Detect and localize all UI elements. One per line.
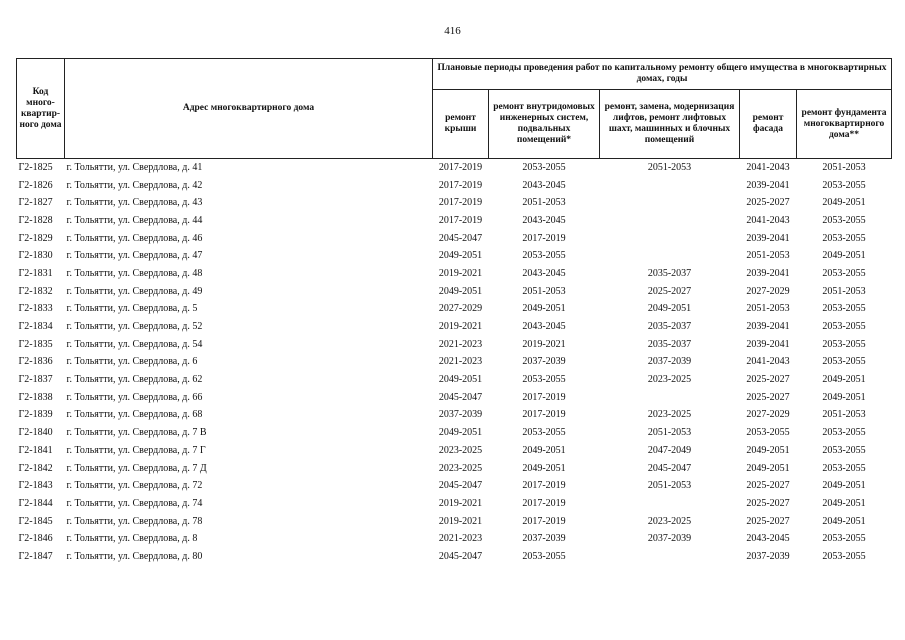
header-foundation: ремонт фундамента многоквартирного дома** [797, 90, 892, 159]
cell-code: Г2-1825 [18, 161, 53, 173]
cell-foundation: 2053-2055 [822, 267, 866, 279]
cell-elevators [600, 548, 740, 566]
cell-roof: 2049-2051 [438, 285, 483, 297]
cell-code: Г2-1830 [18, 250, 53, 262]
cell-facade: 2025-2027 [746, 391, 790, 403]
cell-address: г. Тольятти, ул. Свердлова, д. 47 [66, 250, 203, 262]
cell-foundation: 2053-2055 [822, 533, 866, 545]
table-row [17, 336, 892, 354]
cell-address: г. Тольятти, ул. Свердлова, д. 48 [66, 267, 203, 279]
header-engineering: ремонт внутридомовых инженерных систем, подвальных помещений* [489, 90, 600, 159]
cell-engineering: 2043-2045 [522, 321, 566, 333]
cell-code: Г2-1829 [18, 232, 53, 244]
cell-foundation: 2051-2053 [822, 161, 866, 173]
cell-facade: 2027-2029 [746, 285, 790, 297]
cell-code: Г2-1836 [18, 356, 53, 368]
cell-engineering: 2017-2019 [522, 480, 566, 492]
cell-roof: 2045-2047 [438, 480, 483, 492]
cell-elevators [600, 177, 740, 195]
cell-facade: 2039-2041 [746, 338, 790, 350]
cell-address: г. Тольятти, ул. Свердлова, д. 62 [66, 374, 203, 386]
cell-foundation: 2053-2055 [822, 303, 866, 315]
cell-engineering: 2043-2045 [522, 267, 566, 279]
cell-engineering: 2017-2019 [522, 391, 566, 403]
cell-foundation: 2049-2051 [822, 480, 866, 492]
cell-code: Г2-1837 [18, 374, 53, 386]
cell-elevators: 2047-2049 [647, 444, 692, 456]
cell-address: г. Тольятти, ул. Свердлова, д. 42 [66, 179, 203, 191]
header-facade: ремонт фасада [740, 90, 797, 159]
cell-facade: 2051-2053 [746, 250, 790, 262]
cell-elevators: 2051-2053 [647, 161, 692, 173]
cell-facade: 2039-2041 [746, 267, 790, 279]
header-code: Код много-квартир-ного дома [17, 59, 65, 159]
cell-elevators [600, 389, 740, 407]
cell-elevators: 2051-2053 [647, 427, 692, 439]
table-row [17, 283, 892, 301]
cell-facade: 2025-2027 [746, 197, 790, 209]
cell-foundation: 2053-2055 [822, 321, 866, 333]
cell-elevators [600, 194, 740, 212]
cell-elevators [600, 495, 740, 513]
cell-elevators: 2025-2027 [647, 285, 692, 297]
cell-foundation: 2053-2055 [822, 462, 866, 474]
cell-foundation: 2053-2055 [822, 427, 866, 439]
page-number: 416 [444, 25, 461, 37]
cell-roof: 2023-2025 [438, 444, 483, 456]
cell-engineering: 2037-2039 [522, 533, 566, 545]
cell-address: г. Тольятти, ул. Свердлова, д. 54 [66, 338, 203, 350]
table-row [17, 389, 892, 407]
table-row [17, 530, 892, 548]
cell-engineering: 2053-2055 [522, 374, 566, 386]
cell-engineering: 2053-2055 [522, 161, 566, 173]
cell-roof: 2049-2051 [438, 250, 483, 262]
cell-code: Г2-1839 [18, 409, 53, 421]
table-row [17, 442, 892, 460]
table-row [17, 513, 892, 531]
cell-elevators: 2035-2037 [647, 338, 692, 350]
cell-elevators: 2037-2039 [647, 356, 692, 368]
cell-elevators [600, 230, 740, 248]
cell-code: Г2-1826 [18, 179, 53, 191]
cell-elevators [600, 247, 740, 265]
cell-elevators: 2035-2037 [647, 267, 692, 279]
cell-engineering: 2017-2019 [522, 409, 566, 421]
cell-address: г. Тольятти, ул. Свердлова, д. 6 [66, 356, 198, 368]
cell-facade: 2041-2043 [746, 214, 790, 226]
cell-code: Г2-1838 [18, 391, 53, 403]
table-body [17, 159, 892, 566]
table-row [17, 301, 892, 319]
cell-code: Г2-1847 [18, 550, 53, 562]
cell-elevators: 2023-2025 [647, 374, 692, 386]
table-row [17, 477, 892, 495]
cell-facade: 2039-2041 [746, 179, 790, 191]
cell-engineering: 2051-2053 [522, 197, 566, 209]
cell-foundation: 2053-2055 [822, 356, 866, 368]
table-row [17, 265, 892, 283]
cell-elevators [600, 212, 740, 230]
cell-facade: 2041-2043 [746, 356, 790, 368]
cell-engineering: 2037-2039 [522, 356, 566, 368]
table-row [17, 230, 892, 248]
table-row [17, 407, 892, 425]
table-row [17, 318, 892, 336]
cell-code: Г2-1840 [18, 427, 53, 439]
cell-address: г. Тольятти, ул. Свердлова, д. 5 [66, 303, 198, 315]
cell-engineering: 2049-2051 [522, 462, 566, 474]
cell-foundation: 2051-2053 [822, 285, 866, 297]
repair-schedule-table [16, 58, 892, 566]
cell-code: Г2-1844 [18, 497, 53, 509]
cell-roof: 2019-2021 [438, 515, 483, 527]
cell-roof: 2027-2029 [438, 303, 483, 315]
cell-engineering: 2049-2051 [522, 303, 566, 315]
cell-roof: 2045-2047 [438, 391, 483, 403]
cell-roof: 2045-2047 [438, 232, 483, 244]
cell-facade: 2025-2027 [746, 497, 790, 509]
cell-foundation: 2053-2055 [822, 179, 866, 191]
cell-roof: 2017-2019 [438, 197, 483, 209]
header-row-1 [17, 59, 892, 90]
cell-address: г. Тольятти, ул. Свердлова, д. 52 [66, 321, 203, 333]
cell-code: Г2-1835 [18, 338, 53, 350]
cell-foundation: 2053-2055 [822, 550, 866, 562]
cell-engineering: 2043-2045 [522, 214, 566, 226]
cell-address: г. Тольятти, ул. Свердлова, д. 46 [66, 232, 203, 244]
table-row [17, 247, 892, 265]
cell-foundation: 2051-2053 [822, 409, 866, 421]
cell-address: г. Тольятти, ул. Свердлова, д. 44 [66, 214, 203, 226]
cell-facade: 2053-2055 [746, 427, 790, 439]
table-row [17, 371, 892, 389]
cell-facade: 2049-2051 [746, 444, 790, 456]
cell-engineering: 2049-2051 [522, 444, 566, 456]
cell-code: Г2-1841 [18, 444, 53, 456]
cell-foundation: 2049-2051 [822, 391, 866, 403]
cell-address: г. Тольятти, ул. Свердлова, д. 72 [66, 480, 203, 492]
cell-engineering: 2053-2055 [522, 427, 566, 439]
cell-roof: 2021-2023 [438, 533, 483, 545]
cell-code: Г2-1843 [18, 480, 53, 492]
cell-engineering: 2051-2053 [522, 285, 566, 297]
table-row [17, 495, 892, 513]
cell-elevators: 2049-2051 [647, 303, 692, 315]
cell-elevators: 2035-2037 [647, 321, 692, 333]
cell-facade: 2025-2027 [746, 480, 790, 492]
cell-code: Г2-1831 [18, 267, 53, 279]
cell-engineering: 2017-2019 [522, 232, 566, 244]
cell-code: Г2-1828 [18, 214, 53, 226]
cell-address: г. Тольятти, ул. Свердлова, д. 66 [66, 391, 203, 403]
table-row [17, 460, 892, 478]
cell-foundation: 2049-2051 [822, 197, 866, 209]
table-row [17, 354, 892, 372]
cell-facade: 2039-2041 [746, 321, 790, 333]
cell-roof: 2017-2019 [438, 161, 483, 173]
cell-facade: 2049-2051 [746, 462, 790, 474]
cell-elevators: 2045-2047 [647, 462, 692, 474]
cell-engineering: 2053-2055 [522, 250, 566, 262]
cell-foundation: 2053-2055 [822, 232, 866, 244]
cell-facade: 2027-2029 [746, 409, 790, 421]
cell-roof: 2049-2051 [438, 374, 483, 386]
cell-facade: 2037-2039 [746, 550, 790, 562]
cell-address: г. Тольятти, ул. Свердлова, д. 78 [66, 515, 203, 527]
cell-code: Г2-1833 [18, 303, 53, 315]
cell-facade: 2039-2041 [746, 232, 790, 244]
cell-address: г. Тольятти, ул. Свердлова, д. 43 [66, 197, 203, 209]
cell-address: г. Тольятти, ул. Свердлова, д. 7 Г [66, 444, 206, 456]
cell-address: г. Тольятти, ул. Свердлова, д. 8 [66, 533, 198, 545]
cell-engineering: 2017-2019 [522, 515, 566, 527]
cell-engineering: 2043-2045 [522, 179, 566, 191]
cell-foundation: 2053-2055 [822, 214, 866, 226]
cell-facade: 2025-2027 [746, 515, 790, 527]
table-row [17, 424, 892, 442]
cell-code: Г2-1846 [18, 533, 53, 545]
cell-code: Г2-1832 [18, 285, 53, 297]
cell-code: Г2-1827 [18, 197, 53, 209]
cell-address: г. Тольятти, ул. Свердлова, д. 7 В [66, 427, 207, 439]
cell-elevators: 2023-2025 [647, 515, 692, 527]
header-periods: Плановые периоды проведения работ по капитальному ремонту общего имущества в многоквартирных домах, годы [433, 59, 892, 90]
cell-facade: 2041-2043 [746, 161, 790, 173]
table-row [17, 194, 892, 212]
cell-engineering: 2019-2021 [522, 338, 566, 350]
cell-address: г. Тольятти, ул. Свердлова, д. 80 [66, 550, 203, 562]
cell-roof: 2017-2019 [438, 179, 483, 191]
cell-roof: 2049-2051 [438, 427, 483, 439]
header-address: Адрес многоквартирного дома [65, 59, 433, 159]
cell-facade: 2025-2027 [746, 374, 790, 386]
table-row [17, 159, 892, 177]
cell-foundation: 2049-2051 [822, 515, 866, 527]
cell-foundation: 2049-2051 [822, 497, 866, 509]
cell-roof: 2045-2047 [438, 550, 483, 562]
cell-roof: 2019-2021 [438, 267, 483, 279]
cell-foundation: 2049-2051 [822, 250, 866, 262]
table-row [17, 177, 892, 195]
cell-roof: 2021-2023 [438, 356, 483, 368]
cell-roof: 2037-2039 [438, 409, 483, 421]
cell-roof: 2019-2021 [438, 497, 483, 509]
cell-elevators: 2037-2039 [647, 533, 692, 545]
cell-address: г. Тольятти, ул. Свердлова, д. 74 [66, 497, 203, 509]
header-elevators: ремонт, замена, модернизация лифтов, ремонт лифтовых шахт, машинных и блочных помещений [600, 90, 740, 159]
cell-roof: 2019-2021 [438, 321, 483, 333]
cell-code: Г2-1834 [18, 321, 53, 333]
cell-foundation: 2053-2055 [822, 338, 866, 350]
cell-address: г. Тольятти, ул. Свердлова, д. 41 [66, 161, 203, 173]
cell-facade: 2043-2045 [746, 533, 790, 545]
cell-code: Г2-1845 [18, 515, 53, 527]
table-row [17, 212, 892, 230]
cell-roof: 2023-2025 [438, 462, 483, 474]
cell-engineering: 2017-2019 [522, 497, 566, 509]
cell-roof: 2017-2019 [438, 214, 483, 226]
cell-engineering: 2053-2055 [522, 550, 566, 562]
cell-roof: 2021-2023 [438, 338, 483, 350]
cell-foundation: 2049-2051 [822, 374, 866, 386]
table-row [17, 548, 892, 566]
cell-code: Г2-1842 [18, 462, 53, 474]
cell-address: г. Тольятти, ул. Свердлова, д. 49 [66, 285, 203, 297]
cell-elevators: 2023-2025 [647, 409, 692, 421]
cell-elevators: 2051-2053 [647, 480, 692, 492]
cell-facade: 2051-2053 [746, 303, 790, 315]
header-roof: ремонт крыши [433, 90, 489, 159]
cell-address: г. Тольятти, ул. Свердлова, д. 7 Д [66, 462, 207, 474]
cell-foundation: 2053-2055 [822, 444, 866, 456]
cell-address: г. Тольятти, ул. Свердлова, д. 68 [66, 409, 203, 421]
